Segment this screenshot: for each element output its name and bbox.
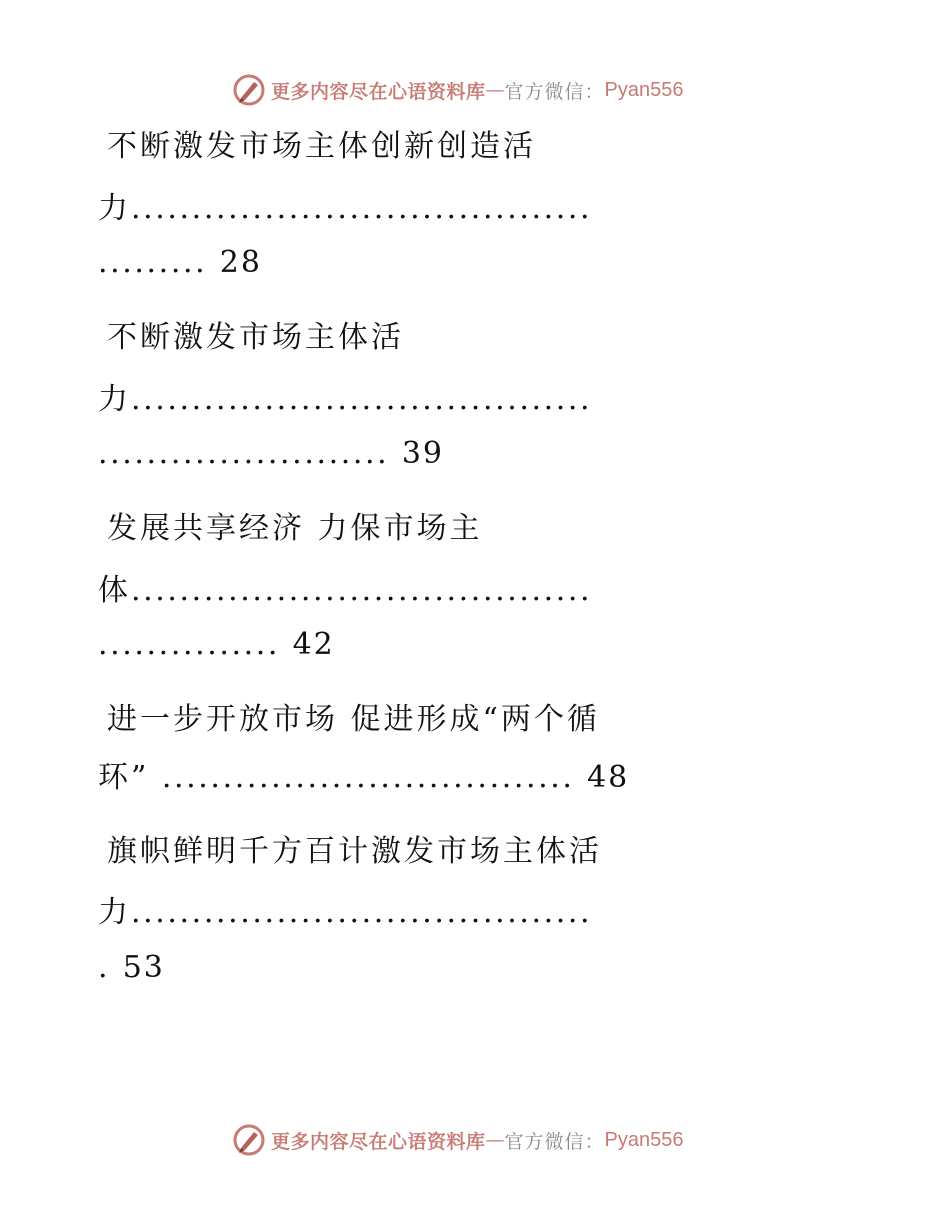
toc-page-number: 28 (219, 245, 262, 280)
banner-dash: — (485, 79, 505, 101)
pen-logo-icon (232, 1123, 266, 1157)
toc-dot-leader: .................................. (161, 760, 575, 795)
toc-entry-title: 旗帜鲜明千方百计激发市场主体活 (107, 834, 602, 869)
banner-brand: 更多内容尽在心语资料库 (271, 1130, 486, 1153)
toc-dot-leader: ...................................... (131, 573, 593, 608)
toc-page-number: 39 (401, 436, 445, 471)
toc-entry-continuation: 环” (98, 760, 150, 795)
toc-entry-title: 不断激发市场主体活 (107, 320, 404, 355)
toc-entry-leader-end (98, 434, 444, 474)
toc-entry-leader (98, 380, 592, 420)
toc-page-number: 53 (122, 950, 165, 985)
banner-brand: 更多内容尽在心语资料库 (271, 80, 486, 103)
toc-entry-leader-end (98, 243, 262, 283)
toc-entry-leader-end (98, 625, 335, 665)
toc-entry-leader (98, 189, 592, 229)
pen-logo-icon (232, 73, 266, 107)
banner-subtitle: 官方微信： (504, 1130, 605, 1153)
toc-entry-leader (98, 758, 629, 798)
toc-entry-leader (98, 893, 592, 933)
toc-entry-continuation: 力 (98, 382, 131, 417)
toc-dot-leader: ........................ (98, 436, 390, 471)
toc-dot-leader: ......... (98, 245, 208, 280)
toc-entry-continuation: 力 (98, 895, 131, 930)
banner-content (232, 1120, 684, 1160)
banner-dash: — (485, 1129, 505, 1151)
toc-entry-title: 进一步开放市场 促进形成“两个循 (107, 702, 600, 737)
banner-wechat-id: Pyan556 (604, 78, 684, 101)
banner-subtitle: 官方微信： (504, 80, 605, 103)
banner-wechat-id: Pyan556 (604, 1128, 684, 1151)
toc-dot-leader: ...................................... (131, 895, 593, 930)
toc-dot-leader: . (98, 950, 111, 985)
toc-entry-title: 发展共享经济 力保市场主 (107, 511, 483, 546)
header-banner (0, 70, 950, 110)
toc-page-number: 42 (292, 627, 335, 662)
toc-dot-leader: ...................................... (131, 382, 593, 417)
toc-page-number: 48 (587, 760, 630, 795)
footer-banner (0, 1120, 950, 1160)
toc-entry-title: 不断激发市场主体创新创造活 (107, 129, 536, 164)
toc-entry-continuation: 体 (98, 573, 131, 608)
toc-dot-leader: ...................................... (131, 191, 593, 226)
toc-entry-continuation: 力 (98, 191, 131, 226)
toc-dot-leader: ............... (98, 627, 281, 662)
banner-content (232, 70, 684, 110)
toc-entry-leader-end (98, 948, 165, 988)
toc-entry-leader (98, 571, 592, 611)
